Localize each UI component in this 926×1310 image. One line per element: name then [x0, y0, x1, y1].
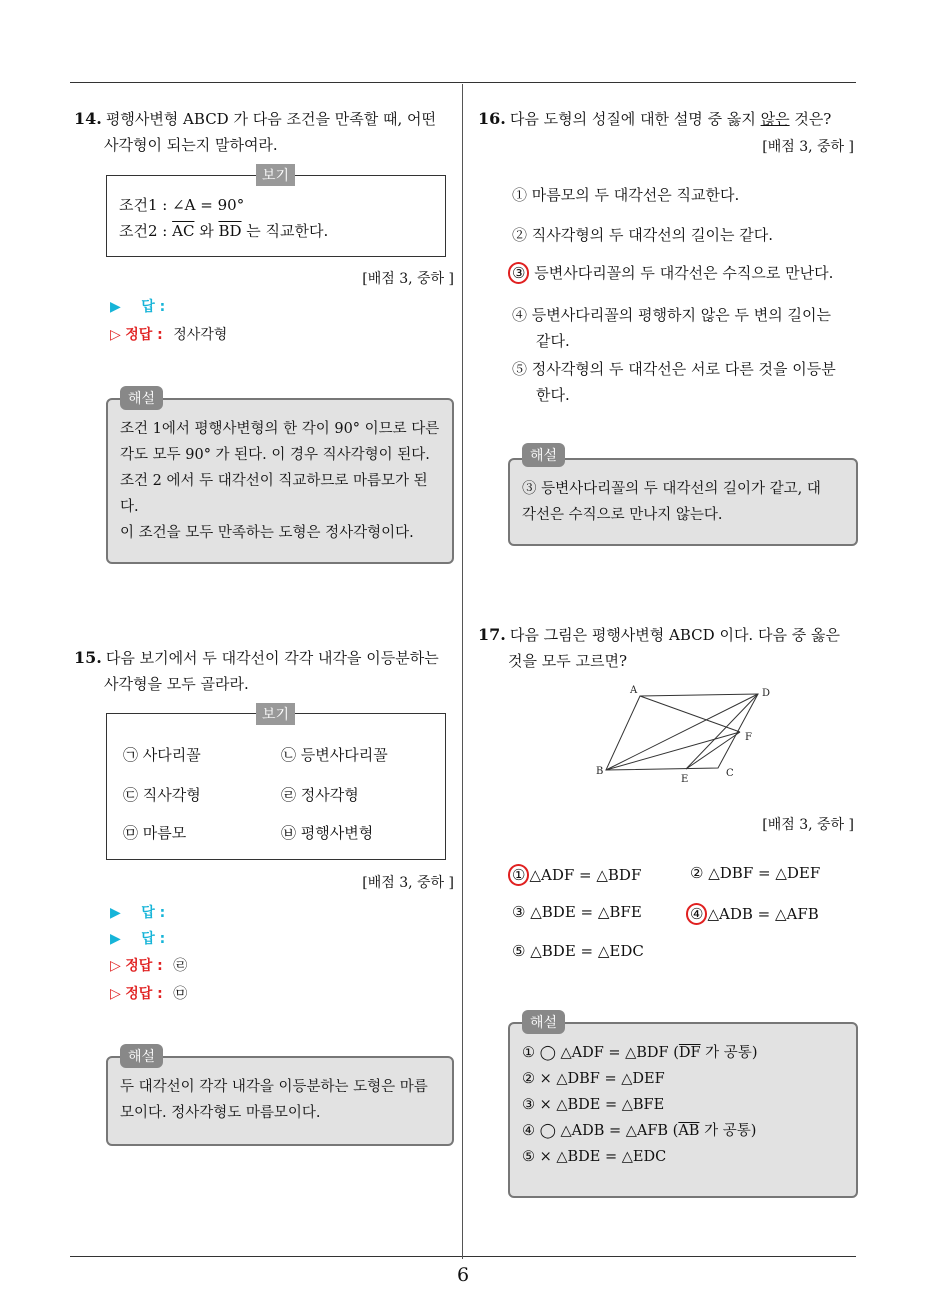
answer-circle: ④ [686, 903, 707, 925]
q17-explanation: ① ◯ △ADF = △BDF ($\overline{DF}$ 가 공통) ② × △DBF = △DEF ③ × △BDE = △BFE ④ ◯ △ADB = △AFB ($\overline{AB}$ 가 공통) ⑤ × △BDE = △EDC [508, 1022, 858, 1198]
q17-option-5: ⑤ △BDE = △EDC [512, 942, 644, 960]
segment-bd [606, 694, 758, 770]
q15-answer-line: ▶ 답 : [110, 905, 166, 921]
q16-option-2: ② 직사각형의 두 대각선의 길이는 같다. [512, 226, 773, 244]
q16-number: 16. [478, 109, 506, 128]
q17-score: [배점 3, 중하 ] [762, 817, 854, 833]
q15-correct-line: ▷ 정답 : ㉣ [110, 958, 188, 974]
q15-question: 15. 다음 보기에서 두 대각선이 각각 내각을 이등분하는 사각형을 모두 골라라. [74, 648, 439, 693]
q15-item: ㉢ 직사각형 [123, 786, 201, 804]
q15-answer-line: ▶ 답 : [110, 931, 166, 947]
play-icon: ▶ [110, 299, 121, 315]
q16-question: 16. 다음 도형의 성질에 대한 설명 중 옳지 않은 것은? [478, 109, 832, 128]
top-rule [70, 82, 856, 83]
q15-item: ㉥ 평행사변형 [281, 824, 374, 842]
q14-condition-box [106, 175, 446, 257]
column-divider [462, 84, 463, 1259]
q17-parallelogram-figure [590, 680, 780, 790]
q14-explanation: 조건 1에서 평행사변형의 한 각이 90° 이므로 다른 각도 모두 90° 가 된다. 이 경우 직사각형이 된다. 조건 2 에서 두 대각선이 직교하므로 마름모가 된 다. 이 조건을 모두 만족하는 도형은 정사각형이다. [106, 398, 454, 564]
q16-explanation-label: 해설 [522, 443, 565, 467]
q15-explanation: 두 대각선이 각각 내각을 이등분하는 도형은 마름 모이다. 정사각형도 마름모이다. [106, 1056, 454, 1146]
q16-option-3: ③ 등변사다리꼴의 두 대각선은 수직으로 만난다. [512, 262, 833, 284]
q17-option-2: ② △DBF = △DEF [690, 864, 821, 882]
label-a: A [630, 685, 638, 696]
segment-ef [686, 732, 740, 769]
q16-option-4: ④ 등변사다리꼴의 평행하지 않은 두 변의 길이는 같다. [512, 306, 831, 350]
q15-item: ㉤ 마름모 [123, 824, 187, 842]
label-c: C [726, 768, 734, 779]
q14-score: [배점 3, 중하 ] [362, 271, 454, 287]
answer-circle: ③ [508, 262, 529, 284]
q14-answer-line: ▶ 답 : [110, 299, 166, 315]
q14-box-label: 보기 [256, 164, 295, 186]
q17-number: 17. [478, 625, 506, 644]
label-d: D [762, 688, 771, 699]
q17-option-3: ③ △BDE = △BFE [512, 903, 642, 921]
q15-box-label: 보기 [256, 703, 295, 725]
play-icon: ▶ [110, 905, 121, 921]
play-outline-icon: ▷ [110, 327, 121, 343]
q14-question: 14. 평행사변형 ABCD 가 다음 조건을 만족할 때, 어떤 사각형이 되는지 말하여라. [74, 109, 436, 154]
segment-af [640, 696, 740, 732]
q14-condition-2: 조건2 : $\overline{AC}$ 와 $\overline{BD}$ 는 직교한다. [119, 222, 329, 240]
q16-option-1: ① 마름모의 두 대각선은 직교한다. [512, 186, 740, 204]
label-e: E [681, 774, 689, 785]
q14-correct-line: ▷ 정답 : 정사각형 [110, 327, 228, 343]
q14-condition-1: 조건1 : ∠A = 90° [119, 196, 245, 214]
q14-number: 14. [74, 109, 102, 128]
q17-option-4: ④ △ADB = △AFB [690, 903, 819, 925]
q17-option-1: ① △ADF = △BDF [512, 864, 641, 886]
q14-explanation-label: 해설 [120, 386, 163, 410]
q15-number: 15. [74, 648, 102, 667]
answer-circle: ① [508, 864, 529, 886]
q15-score: [배점 3, 중하 ] [362, 875, 454, 891]
q17-question: 17. 다음 그림은 평행사변형 ABCD 이다. 다음 중 옳은 것을 모두 고르면? [478, 625, 840, 670]
q15-item: ㉡ 등변사다리꼴 [281, 746, 388, 764]
q15-choice-box [106, 713, 446, 860]
play-icon: ▶ [110, 931, 121, 947]
q15-explanation-label: 해설 [120, 1044, 163, 1068]
q17-explanation-label: 해설 [522, 1010, 565, 1034]
label-f: F [745, 732, 752, 743]
page-number: 6 [456, 1264, 470, 1286]
q15-item: ㉣ 정사각형 [281, 786, 359, 804]
q15-correct-line: ▷ 정답 : ㉤ [110, 986, 188, 1002]
q16-option-5: ⑤ 정사각형의 두 대각선은 서로 다른 것을 이등분 한다. [512, 360, 836, 404]
label-b: B [596, 766, 604, 777]
q15-item: ㉠ 사다리꼴 [123, 746, 201, 764]
bottom-rule [70, 1256, 856, 1257]
q16-explanation: ③ 등변사다리꼴의 두 대각선의 길이가 같고, 대 각선은 수직으로 만나지 않는다. [508, 458, 858, 546]
play-outline-icon: ▷ [110, 986, 121, 1002]
play-outline-icon: ▷ [110, 958, 121, 974]
q16-score: [배점 3, 중하 ] [762, 139, 854, 155]
